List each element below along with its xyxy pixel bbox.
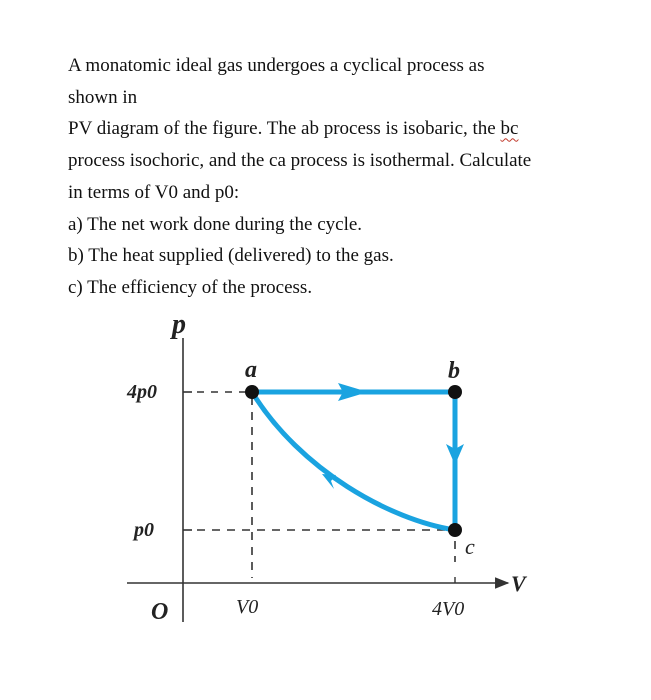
v-tick-label-v0: V0 bbox=[236, 596, 259, 618]
state-label-c: c bbox=[465, 534, 475, 559]
question-c: c) The efficiency of the process. bbox=[68, 276, 313, 298]
p-tick-label-4p0: 4p0 bbox=[127, 381, 157, 403]
v-axis-label: V bbox=[511, 571, 526, 596]
process-ca-isothermal bbox=[252, 392, 455, 530]
problem-line: A monatomic ideal gas undergoes a cyclical process as bbox=[68, 55, 485, 76]
v-tick-label-4v0: 4V0 bbox=[432, 598, 465, 620]
state-label-a: a bbox=[245, 357, 257, 383]
question-b: b) The heat supplied (delivered) to the gas. bbox=[68, 245, 394, 267]
p-axis-label: p bbox=[172, 309, 186, 340]
state-point-a bbox=[245, 385, 259, 399]
problem-line: shown in bbox=[68, 86, 138, 108]
problem-line: process isochoric, and the ca process is isothermal. Calculate bbox=[68, 150, 532, 172]
direction-arrow-ca bbox=[322, 474, 336, 489]
state-label-b: b bbox=[448, 358, 460, 384]
p-tick-label-p0: p0 bbox=[134, 519, 154, 541]
state-point-b bbox=[448, 385, 462, 399]
spellcheck-underlined-word: bc bbox=[500, 118, 519, 140]
question-a: a) The net work done during the cycle. bbox=[68, 213, 363, 235]
state-point-c bbox=[448, 523, 462, 537]
problem-line-text: PV diagram of the figure. The ab process is isobaric, the bbox=[68, 118, 501, 140]
origin-label: O bbox=[151, 599, 169, 625]
problem-line: in terms of V0 and p0: bbox=[68, 181, 240, 203]
